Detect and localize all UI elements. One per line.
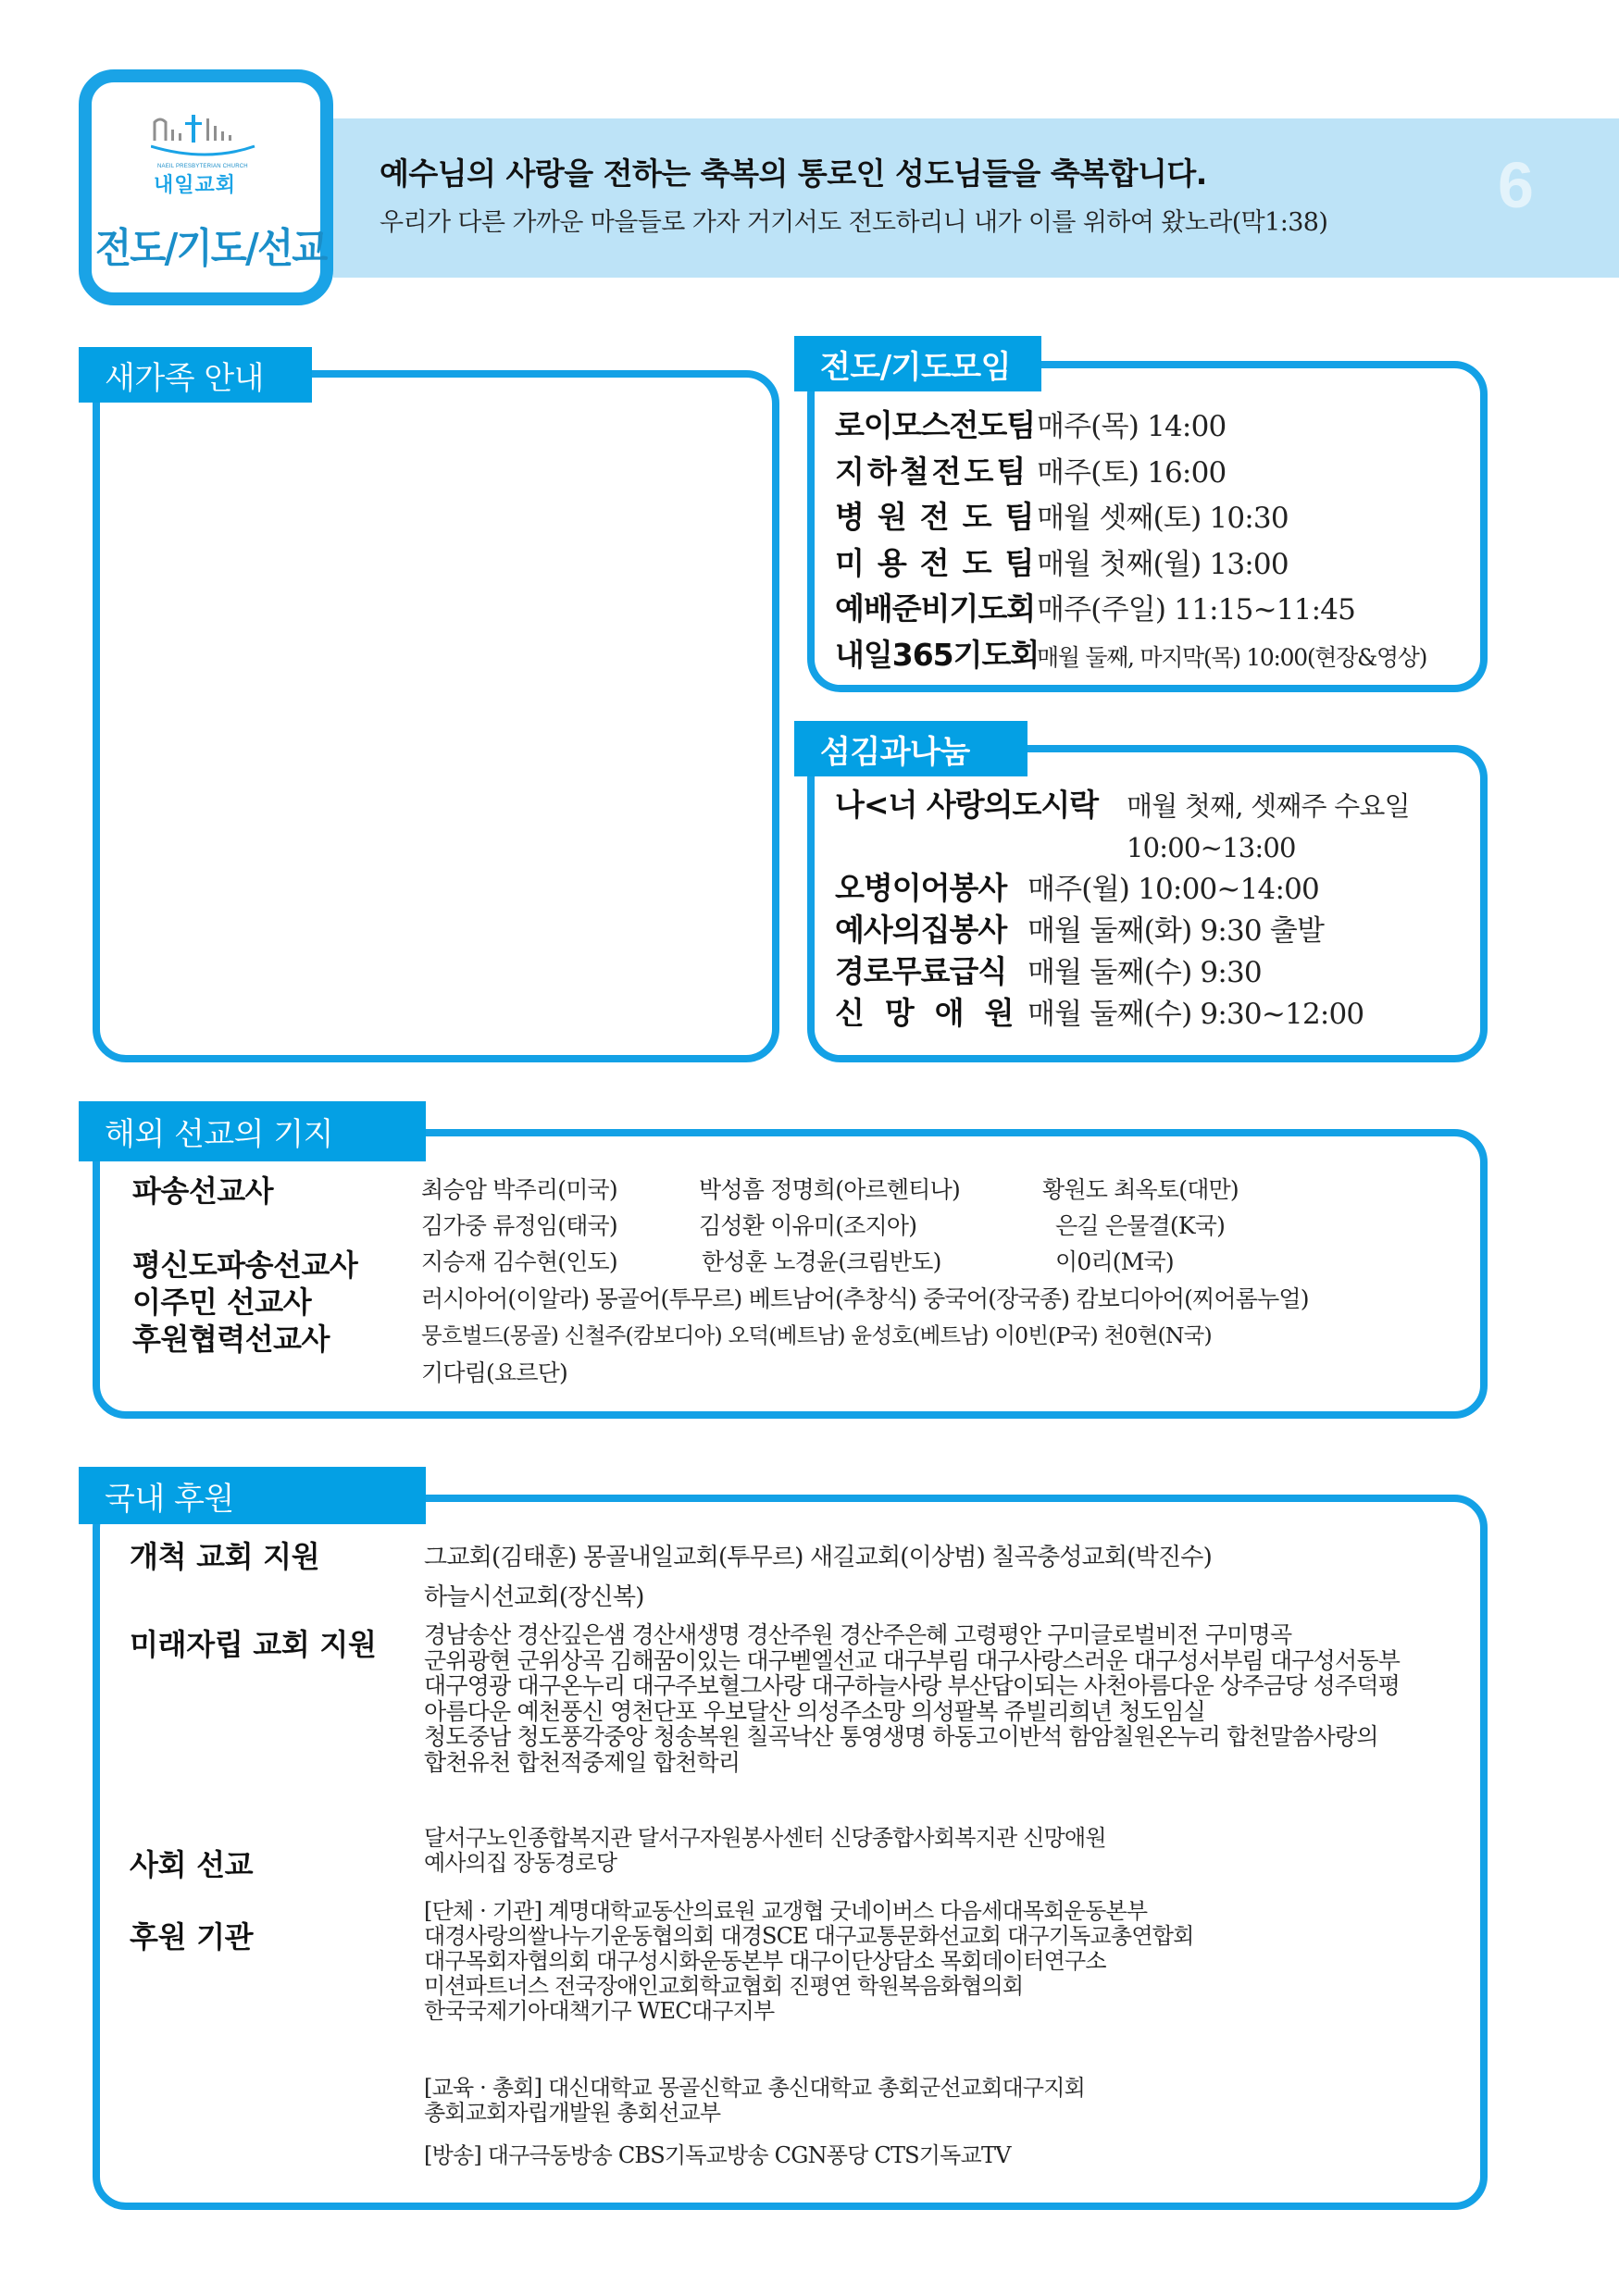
list-line: [방송] 대구극동방송 CBS기독교방송 CGN퐁당 CTS기독교TV: [424, 2142, 1011, 2168]
missionary-entry: 박성흠 정명희(아르헨티나): [699, 1176, 960, 1203]
list-item: [835, 993, 1410, 1035]
missionary-entry: 은길 은물결(K국): [1055, 1212, 1226, 1239]
item-name: 병원전도팀: [835, 499, 1048, 535]
agencies-organizations: [424, 1899, 1193, 2024]
list-item: [835, 403, 1426, 450]
list-item: [835, 910, 1410, 951]
missionary-entry: 황원도 최옥토(대만): [1042, 1176, 1239, 1203]
item-name: 예배준비기도회: [835, 590, 1036, 627]
item-name: 로이모스전도팀: [835, 407, 1036, 443]
item-name: 예사의집봉사: [835, 912, 1007, 948]
scripture-verse: 우리가 다른 가까운 마을들로 가자 거기서도 전도하리니 내가 이를 위하여 왔노라(막1:38): [380, 208, 1328, 237]
list-item: [835, 587, 1426, 633]
missionary-entry: 김성환 이유미(조지아): [699, 1212, 917, 1239]
missionary-label-sent: 파송선교사: [132, 1173, 274, 1209]
social-mission-list: [424, 1826, 1106, 1876]
item-schedule: 매월 셋째(토) 10:30: [1037, 502, 1289, 535]
item-schedule: 매월 첫째, 셋째주 수요일: [1127, 790, 1410, 822]
church-logo-icon: [151, 113, 262, 168]
list-line: 한국국제기아대책기구 WEC대구지부: [424, 1998, 775, 2024]
list-item: [835, 633, 1426, 680]
future-church-label: 미래자립 교회 지원: [130, 1627, 377, 1662]
list-line: 대경사랑의쌀나누기운동협의회 대경SCE 대구교통문화선교회 대구기독교총연합회: [424, 1923, 1194, 1949]
item-schedule: 매주(월) 10:00~14:00: [1027, 873, 1319, 906]
page-number: 6: [1498, 149, 1534, 221]
new-family-frame: [93, 370, 779, 1062]
missionary-entry: 기다림(요르단): [421, 1359, 568, 1386]
list-line: 군위광현 군위상곡 김해꿈이있는 대구벧엘선교 대구부림 대구사랑스러운 대구성서부림 대구성서동부: [424, 1646, 1401, 1674]
missionary-entry: 지승재 김수현(인도): [421, 1248, 617, 1275]
pioneer-church-list: [424, 1538, 1212, 1618]
list-item: [835, 450, 1426, 496]
social-mission-label: 사회 선교: [130, 1847, 254, 1882]
logo-subtitle: NAEIL PRESBYTERIAN CHURCH: [157, 164, 248, 169]
item-schedule: 매월 둘째, 마지막(목) 10:00(현장&영상): [1037, 643, 1427, 671]
item-name: 오병이어봉사: [835, 870, 1007, 906]
list-item: [835, 495, 1426, 541]
list-item: [835, 541, 1426, 588]
item-schedule: 매주(목) 14:00: [1037, 410, 1227, 443]
overseas-missions-tab: 해외 선교의 기지: [79, 1101, 426, 1161]
item-schedule: 매월 둘째(화) 9:30 출발: [1027, 914, 1325, 948]
page-title: 예수님의 사랑을 전하는 축복의 통로인 성도님들을 축복합니다.: [380, 155, 1207, 192]
service-tab: 섬김과나눔: [794, 721, 1027, 776]
item-name: 경로무료급식: [835, 953, 1007, 989]
section-category: 전도/기도/선교: [95, 225, 327, 272]
list-line: 경남송산 경산깊은샘 경산새생명 경산주원 경산주은혜 고령평안 구미글로벌비전 구미명곡: [424, 1621, 1292, 1648]
item-schedule: 매주(주일) 11:15~11:45: [1037, 593, 1356, 627]
missionary-label-partner: 후원협력선교사: [132, 1322, 330, 1357]
missionary-label-migrant: 이주민 선교사: [132, 1285, 312, 1320]
prayer-meetings-tab: 전도/기도모임: [794, 336, 1041, 391]
list-line: 대구목회자협의회 대구성시화운동본부 대구이단상담소 목회데이터연구소: [424, 1948, 1106, 1974]
support-agencies-label: 후원 기관: [130, 1919, 254, 1955]
list-line: 하늘시선교회(장신복): [424, 1583, 644, 1611]
list-line: 아름다운 예천풍신 영천단포 우보달산 의성주소망 의성팔복 쥬빌리희년 청도임실: [424, 1697, 1205, 1725]
list-line: 미션파트너스 전국장애인교회학교협회 진평연 학원복음화협의회: [424, 1973, 1024, 1999]
list-line: 그교회(김태훈) 몽골내일교회(투무르) 새길교회(이상범) 칠곡충성교회(박진수): [424, 1544, 1212, 1571]
item-name: 미용전도팀: [835, 544, 1048, 581]
item-schedule: 매월 둘째(수) 9:30~12:00: [1027, 998, 1364, 1031]
missionary-entry: 뭉흐벌드(몽골) 신철주(캄보디아) 오덕(베트남) 윤성호(베트남) 이0빈(P국) 천0현(N국): [421, 1322, 1212, 1348]
item-schedule-time: 10:00~13:00: [1127, 832, 1296, 863]
list-line: 청도중남 청도풍각중앙 청송복원 칠곡낙산 통영생명 하동고이반석 함암칠원온누리 합천말씀사랑의: [424, 1723, 1378, 1750]
item-name: 나<너 사랑의도시락: [835, 787, 1099, 823]
list-item: [835, 951, 1410, 993]
item-name: 내일365기도회: [835, 636, 1040, 673]
future-church-list: [424, 1622, 1400, 1775]
missionary-entry: 최승암 박주리(미국): [421, 1176, 617, 1203]
list-item: [835, 826, 1410, 868]
domestic-support-tab: 국내 후원: [79, 1467, 426, 1524]
item-name: 지하철전도팀: [835, 453, 1029, 490]
agencies-broadcast: [424, 2143, 1011, 2168]
item-schedule: 매월 첫째(월) 13:00: [1037, 547, 1289, 581]
list-line: 총회교회자립개발원 총회선교부: [424, 2100, 721, 2126]
missionary-entry: 김가중 류정임(태국): [421, 1212, 617, 1239]
list-line: [교육 · 총회] 대신대학교 몽골신학교 총신대학교 총회군선교회대구지회: [424, 2075, 1086, 2101]
logo-church-name: 내일교회: [154, 174, 237, 197]
list-line: [단체 · 기관] 계명대학교동산의료원 교갱협 굿네이버스 다음세대목회운동본부: [424, 1898, 1148, 1924]
list-item: [835, 785, 1410, 826]
item-name: 신망애원: [835, 995, 1035, 1031]
list-line: 달서구노인종합복지관 달서구자원봉사센터 신당종합사회복지관 신망애원: [424, 1825, 1106, 1851]
prayer-meetings-list: [835, 403, 1426, 679]
list-line: 예사의집 장동경로당: [424, 1850, 617, 1876]
missionary-entry: 이0리(M국): [1055, 1248, 1174, 1275]
service-list: [835, 785, 1410, 1035]
missionary-entry: 한성훈 노경윤(크림반도): [702, 1248, 941, 1275]
item-schedule: 매월 둘째(수) 9:30: [1027, 956, 1262, 989]
list-line: 대구영광 대구온누리 대구주보혈그사랑 대구하늘사랑 부산답이되는 사천아름다운 상주금당 성주덕평: [424, 1672, 1401, 1699]
item-schedule: 매주(토) 16:00: [1037, 455, 1227, 490]
agencies-education: [424, 2076, 1085, 2126]
header-banner: [333, 118, 1619, 278]
missionary-entry: 러시아어(이알라) 몽골어(투무르) 베트남어(추창식) 중국어(장국종) 캄보디아어(찌어롬누얼): [421, 1285, 1309, 1312]
pioneer-church-label: 개척 교회 지원: [130, 1539, 320, 1574]
list-item: [835, 868, 1410, 910]
list-line: 합천유천 합천적중제일 합천학리: [424, 1748, 741, 1776]
missionary-label-lay: 평신도파송선교사: [132, 1247, 358, 1283]
new-family-tab: 새가족 안내: [79, 347, 312, 403]
